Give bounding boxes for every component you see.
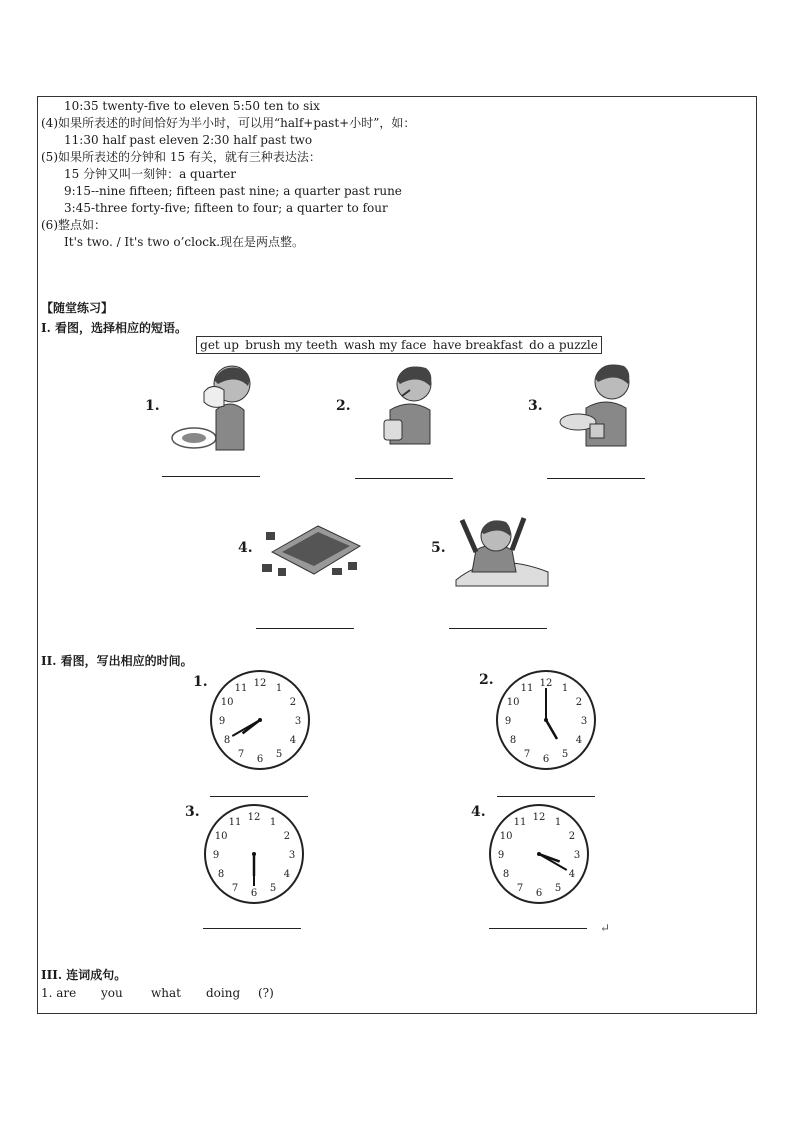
clock-number-4: 4. bbox=[471, 804, 486, 820]
clock-numeral: 2 bbox=[575, 697, 583, 708]
note-line-8: (6)整点如： bbox=[41, 218, 106, 232]
clock-numeral: 5 bbox=[269, 882, 277, 894]
answer-blank-2[interactable] bbox=[355, 478, 453, 479]
clock-numeral: 7 bbox=[523, 748, 531, 760]
clock-numeral: 1 bbox=[275, 683, 283, 695]
clock-numeral: 12 bbox=[539, 678, 553, 689]
practice-heading: 【随堂练习】 bbox=[41, 301, 114, 315]
phrase-get-up: get up bbox=[200, 338, 239, 352]
section-1-title: I. 看图，选择相应的短语。 bbox=[41, 321, 187, 335]
clock-numeral: 2 bbox=[568, 831, 576, 842]
pic-number-4: 4. bbox=[238, 540, 253, 556]
clock-numeral: 3 bbox=[294, 716, 302, 727]
phrase-box bbox=[196, 336, 602, 354]
section-2-title: II. 看图，写出相应的时间。 bbox=[41, 654, 193, 668]
clock-3 bbox=[203, 803, 305, 905]
clock-numeral: 6 bbox=[250, 888, 258, 899]
q1-word-3: what bbox=[151, 986, 181, 1000]
boy-getting-up-picture bbox=[452, 510, 550, 588]
clock-numeral: 6 bbox=[542, 754, 550, 765]
note-line-5: 15 分钟又叫一刻钟：a quarter bbox=[64, 167, 237, 181]
clock-numeral: 11 bbox=[228, 817, 242, 829]
clock-numeral: 5 bbox=[561, 748, 569, 760]
clock-numeral: 4 bbox=[568, 869, 576, 880]
clock-numeral: 7 bbox=[516, 882, 524, 894]
clock-numeral: 9 bbox=[212, 850, 220, 861]
clock-numeral: 5 bbox=[554, 882, 562, 894]
note-line-7: 3:45-three forty-five; fifteen to four; a quarter to four bbox=[64, 201, 388, 215]
clock-numeral: 7 bbox=[231, 882, 239, 894]
clock-numeral: 4 bbox=[575, 735, 583, 746]
time-blank-4[interactable] bbox=[489, 928, 587, 929]
clock-numeral: 6 bbox=[256, 754, 264, 765]
phrase-brush-teeth: brush my teeth bbox=[245, 338, 338, 352]
note-line-6: 9:15--nine fifteen; fifteen past nine; a quarter past rune bbox=[64, 184, 402, 198]
clock-numeral: 11 bbox=[513, 817, 527, 829]
clock-numeral: 8 bbox=[509, 735, 517, 746]
phrase-wash-face: wash my face bbox=[343, 338, 427, 352]
boy-washing-face-picture bbox=[168, 360, 260, 454]
note-line-2: (4)如果所表述的时间恰好为半小时，可以用“half+past+小时”，如： bbox=[41, 116, 416, 130]
clock-4 bbox=[488, 803, 590, 905]
boy-brushing-teeth-picture bbox=[380, 362, 440, 448]
clock-numeral: 5 bbox=[275, 748, 283, 760]
q1-word-5: (?) bbox=[258, 986, 274, 1000]
answer-blank-3[interactable] bbox=[547, 478, 645, 479]
clock-center bbox=[544, 718, 548, 722]
clock-numeral: 10 bbox=[499, 831, 513, 842]
clock-numeral: 12 bbox=[247, 812, 261, 823]
clock-numeral: 9 bbox=[497, 850, 505, 861]
clock-numeral: 10 bbox=[220, 697, 234, 708]
pic-number-2: 2. bbox=[336, 398, 351, 414]
note-line-4: (5)如果所表述的分钟和 15 有关，就有三种表达法： bbox=[41, 150, 321, 164]
clock-1 bbox=[209, 669, 311, 771]
clock-numeral: 3 bbox=[580, 716, 588, 727]
note-line-3: 11:30 half past eleven 2:30 half past two bbox=[64, 133, 313, 147]
puzzle-picture bbox=[258, 518, 366, 580]
clock-numeral: 6 bbox=[535, 888, 543, 899]
clock-2 bbox=[495, 669, 597, 771]
clock-numeral: 10 bbox=[214, 831, 228, 842]
clock-number-1: 1. bbox=[193, 674, 208, 690]
phrase-do-puzzle: do a puzzle bbox=[529, 338, 598, 352]
return-mark: ↵ bbox=[600, 921, 611, 935]
pic-number-5: 5. bbox=[431, 540, 446, 556]
answer-blank-4[interactable] bbox=[256, 628, 354, 629]
clock-numeral: 9 bbox=[504, 716, 512, 727]
note-line-1: 10:35 twenty-five to eleven 5:50 ten to six bbox=[64, 99, 320, 113]
clock-center bbox=[258, 718, 262, 722]
clock-numeral: 11 bbox=[234, 683, 248, 695]
answer-blank-1[interactable] bbox=[162, 476, 260, 477]
clock-numeral: 4 bbox=[283, 869, 291, 880]
clock-numeral: 8 bbox=[223, 735, 231, 746]
clock-numeral: 1 bbox=[554, 817, 562, 829]
clock-numeral: 2 bbox=[283, 831, 291, 842]
clock-numeral: 10 bbox=[506, 697, 520, 708]
pic-number-1: 1. bbox=[145, 398, 160, 414]
q1-word-2: you bbox=[101, 986, 123, 1000]
q1-word-4: doing bbox=[206, 986, 241, 1000]
boy-having-breakfast-picture bbox=[556, 360, 636, 450]
clock-numeral: 3 bbox=[288, 850, 296, 861]
phrase-have-breakfast: have breakfast bbox=[432, 338, 523, 352]
answer-blank-5[interactable] bbox=[449, 628, 547, 629]
clock-numeral: 4 bbox=[289, 735, 297, 746]
note-line-9: It's two. / It's two o’clock.现在是两点整。 bbox=[64, 235, 305, 249]
clock-numeral: 2 bbox=[289, 697, 297, 708]
clock-numeral: 9 bbox=[218, 716, 226, 727]
clock-center bbox=[537, 852, 541, 856]
clock-numeral: 12 bbox=[253, 678, 267, 689]
clock-numeral: 8 bbox=[217, 869, 225, 880]
clock-numeral: 1 bbox=[269, 817, 277, 829]
clock-numeral: 7 bbox=[237, 748, 245, 760]
clock-center bbox=[252, 852, 256, 856]
clock-numeral: 8 bbox=[502, 869, 510, 880]
clock-number-2: 2. bbox=[479, 672, 494, 688]
time-blank-2[interactable] bbox=[497, 796, 595, 797]
pic-number-3: 3. bbox=[528, 398, 543, 414]
q1-word-1: 1. are bbox=[41, 986, 77, 1000]
clock-numeral: 1 bbox=[561, 683, 569, 695]
clock-numeral: 12 bbox=[532, 812, 546, 823]
time-blank-1[interactable] bbox=[210, 796, 308, 797]
time-blank-3[interactable] bbox=[203, 928, 301, 929]
clock-number-3: 3. bbox=[185, 804, 200, 820]
clock-numeral: 11 bbox=[520, 683, 534, 695]
clock-numeral: 3 bbox=[573, 850, 581, 861]
section-3-title: III. 连词成句。 bbox=[41, 968, 127, 982]
